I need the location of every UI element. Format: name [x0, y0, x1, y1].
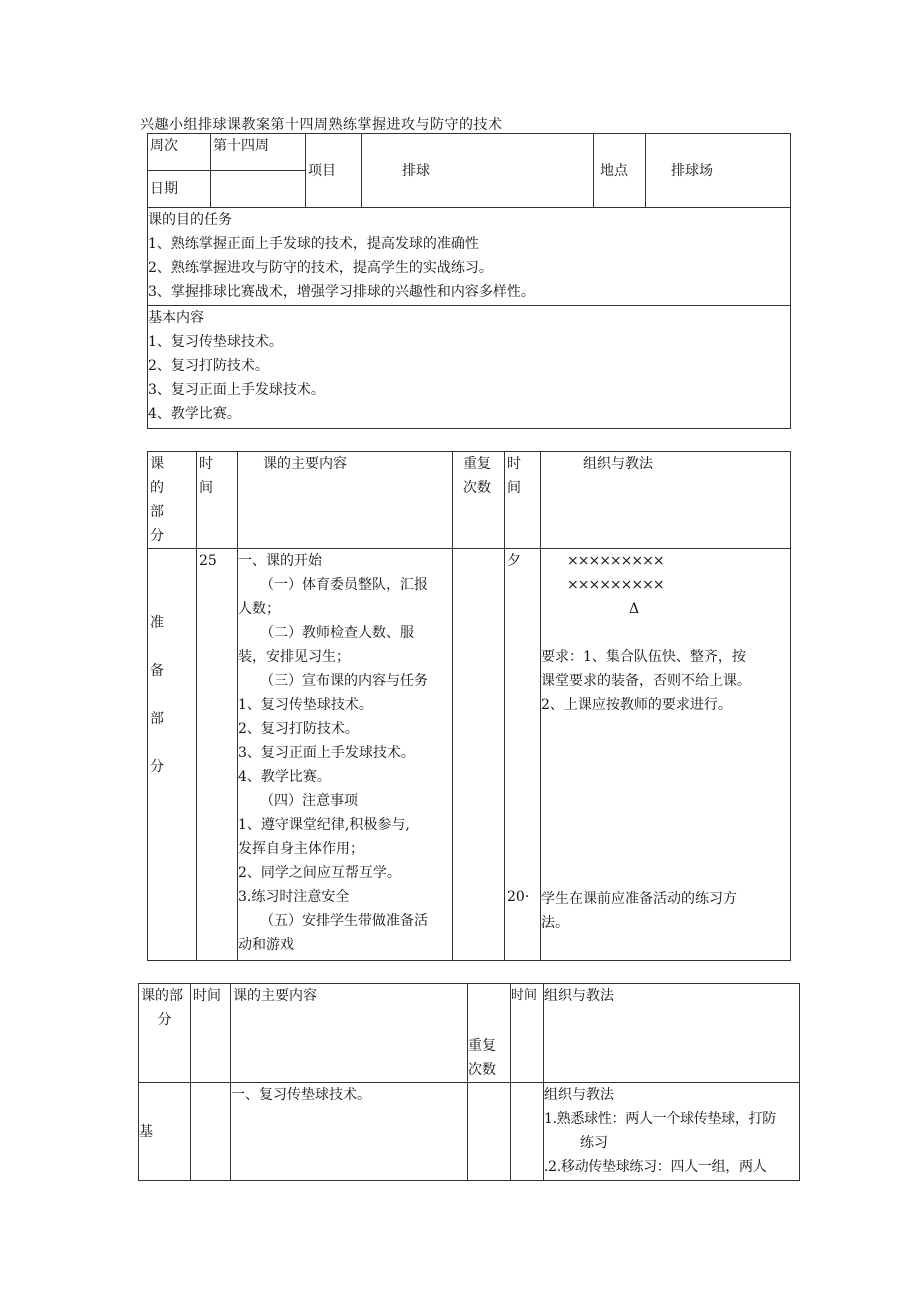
requirement-line: 要求：1、集合队伍快、整齐，按 [541, 649, 746, 665]
week-label: 周次 [148, 134, 211, 171]
time-cell [191, 1083, 231, 1181]
header-method: 组织与教法 [544, 984, 800, 1083]
header-content: 课的主要内容 [238, 452, 453, 549]
basic-part-table [138, 983, 800, 1181]
method-cell: 组织与教法 1.熟悉球性：两人一个球传垫球，打防 练习 .2.移动传垫球练习：四人一组，两人 [544, 1083, 800, 1181]
requirement-line: 课堂要求的装备，否则不给上课。 [541, 673, 751, 689]
content-item: 3、复习正面上手发球技术。 [148, 382, 325, 398]
item-label: 项目 [306, 134, 362, 208]
week-value: 第十四周 [211, 134, 306, 171]
objectives-section [148, 208, 791, 306]
objectives-heading: 课的目的任务 [148, 212, 232, 228]
method-cell [541, 549, 791, 961]
content-cell: 一、课的开始 （一）体育委员整队，汇报 人数； （二）教师检查人数、服 装，安排见习生； （三）宣布课的内容与任务 1、复习传垫球技术。 2、复习打防技术。 3、复习正面上手发球技术。 4、教学比赛。 （四）注意事项 1、遵守课堂纪律,积极参与, 发挥自身主体作用； 2、同学之间应互帮互学。 3.练习时注意安全 （五）安排学生带做准备活 动和游戏 [238, 549, 453, 961]
item-value: 排球 [362, 134, 594, 208]
preparation-table [147, 451, 791, 961]
warmup-note: 法。 [541, 915, 569, 931]
time2-cell: 夕 20· [505, 549, 541, 961]
header-repeat: 重复 次数 [468, 984, 511, 1083]
objective-item: 3、掌握排球比赛战术，增强学习排球的兴趣性和内容多样性。 [148, 284, 535, 300]
header-time: 时 间 [197, 452, 238, 549]
teacher-mark: Δ [629, 601, 640, 617]
objective-item: 1、熟练掌握正面上手发球的技术，提高发球的准确性 [148, 236, 479, 252]
place-value: 排球场 [646, 134, 791, 208]
date-label: 日期 [148, 171, 211, 208]
header-method: 组织与教法 [541, 452, 791, 549]
formation-row: ××××××××× [567, 553, 664, 569]
header-part: 课 的 部 分 [148, 452, 197, 549]
content-item: 4、教学比赛。 [148, 406, 241, 422]
time-cell: 25 [197, 549, 238, 961]
warmup-note: 学生在课前应准备活动的练习方 [541, 891, 737, 907]
objective-item: 2、熟练掌握进攻与防守的技术，提高学生的实战练习。 [148, 260, 493, 276]
content-item: 1、复习传垫球技术。 [148, 334, 283, 350]
content-heading: 基本内容 [148, 310, 204, 326]
repeat-cell [468, 1083, 511, 1181]
page-title: 兴趣小组排球课教案第十四周熟练掌握进攻与防守的技术 [140, 117, 503, 133]
content-item: 2、复习打防技术。 [148, 358, 269, 374]
header-repeat: 重复 次数 [453, 452, 505, 549]
header-time2: 时间 [511, 984, 544, 1083]
content-section [148, 306, 791, 429]
lesson-info-table [147, 133, 791, 429]
part-cell: 准 备 部 分 [148, 549, 197, 961]
repeat-cell [453, 549, 505, 961]
date-value [211, 171, 306, 208]
content-cell: 一、复习传垫球技术。 [231, 1083, 468, 1181]
header-time2: 时 间 [505, 452, 541, 549]
header-part: 课的部 分 [139, 984, 191, 1083]
requirement-line: 2、上课应按教师的要求进行。 [541, 697, 732, 713]
header-content: 课的主要内容 [231, 984, 468, 1083]
time2-cell [511, 1083, 544, 1181]
part-cell: 基 [139, 1083, 191, 1181]
header-time: 时间 [191, 984, 231, 1083]
place-label: 地点 [594, 134, 646, 208]
formation-row: ××××××××× [567, 577, 664, 593]
